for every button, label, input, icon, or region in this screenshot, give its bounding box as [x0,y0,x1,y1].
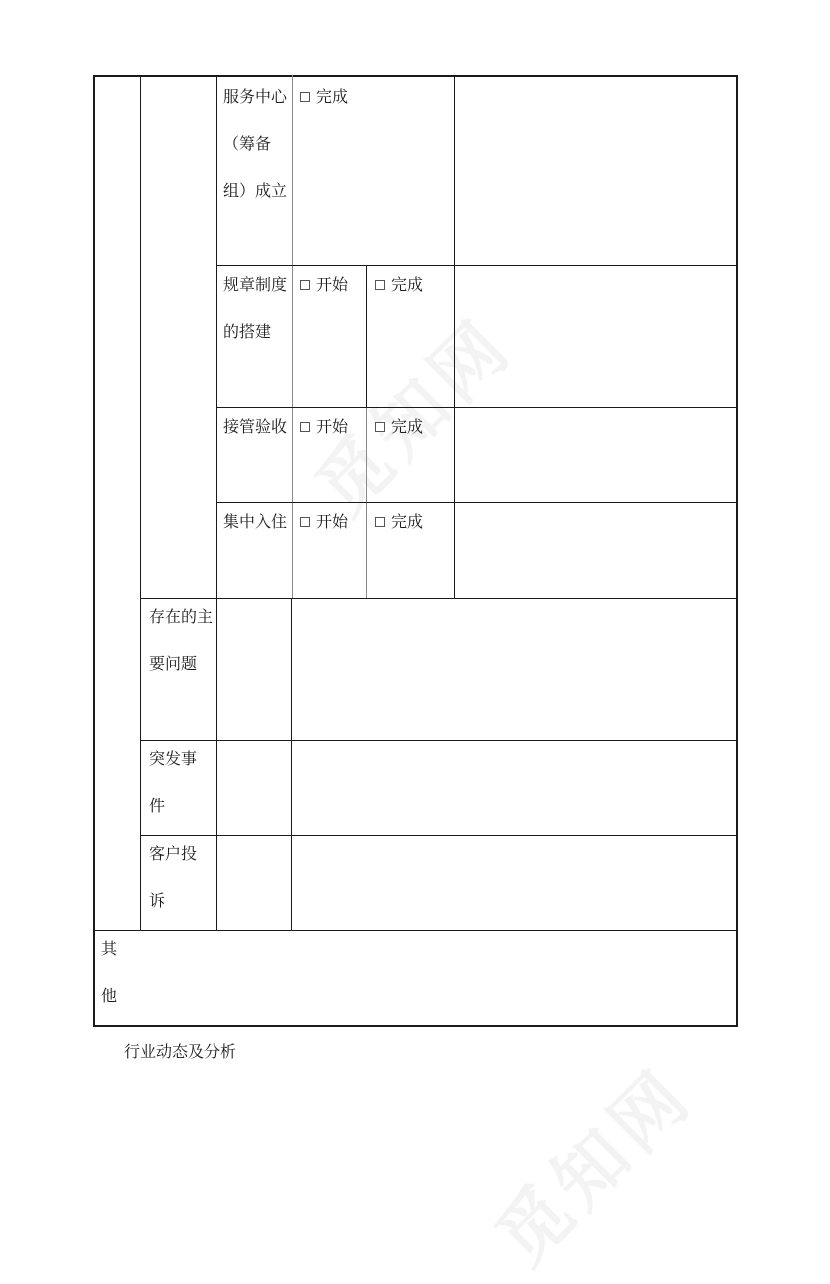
checkbox-icon [375,280,385,290]
row-line-2 [216,407,737,408]
section-label-complaints: 客户投诉 [149,844,198,910]
checkbox-rules-start[interactable] [300,275,348,295]
row-label-service-center: 服务中心（筹备组）成立 [223,87,288,200]
table-border-right [736,75,738,1027]
section-label-issues: 存在的主要问题 [149,607,214,673]
checkbox-label: 完成 [391,417,424,436]
table-border-top [93,75,738,77]
row-label-acceptance: 接管验收 [223,417,288,436]
checkbox-label: 完成 [316,87,349,106]
row-line-1 [216,265,737,266]
section-heading-industry-trends: 行业动态及分析 [124,1042,237,1061]
checkbox-move-in-complete[interactable] [375,512,423,532]
checkbox-icon [300,422,310,432]
checkbox-icon [300,517,310,527]
row-line-3 [216,502,737,503]
table-border-left [93,75,95,1027]
checkbox-icon [375,517,385,527]
col-line-2 [216,75,217,931]
checkbox-icon [300,280,310,290]
row-line-6 [140,835,737,836]
col-line-3-thin [292,75,293,598]
checkbox-service-center-complete[interactable] [300,87,348,107]
watermark [468,1040,711,1283]
col-line-5 [454,75,455,598]
checkbox-label: 完成 [391,275,424,294]
col-line-4 [366,266,367,408]
checkbox-icon [375,422,385,432]
table-border-bottom [93,1025,738,1027]
checkbox-label: 完成 [391,512,424,531]
checkbox-acceptance-complete[interactable] [375,417,423,437]
row-label-rules: 规章制度的搭建 [223,275,288,341]
checkbox-rules-complete[interactable] [375,275,423,295]
watermark [288,290,531,533]
checkbox-label: 开始 [316,417,349,436]
col-line-1 [140,75,141,931]
row-line-7 [93,930,738,931]
checkbox-acceptance-start[interactable] [300,417,348,437]
checkbox-label: 开始 [316,512,349,531]
row-line-5 [140,740,737,741]
section-label-other: 其他 [101,939,118,1005]
row-label-move-in: 集中入住 [223,512,288,531]
col-line-4-thin [366,408,367,598]
checkbox-icon [300,92,310,102]
checkbox-label: 开始 [316,275,349,294]
col-line-3 [291,598,292,931]
checkbox-move-in-start[interactable] [300,512,348,532]
row-line-4 [140,598,737,599]
section-label-emergencies: 突发事件 [149,749,198,815]
